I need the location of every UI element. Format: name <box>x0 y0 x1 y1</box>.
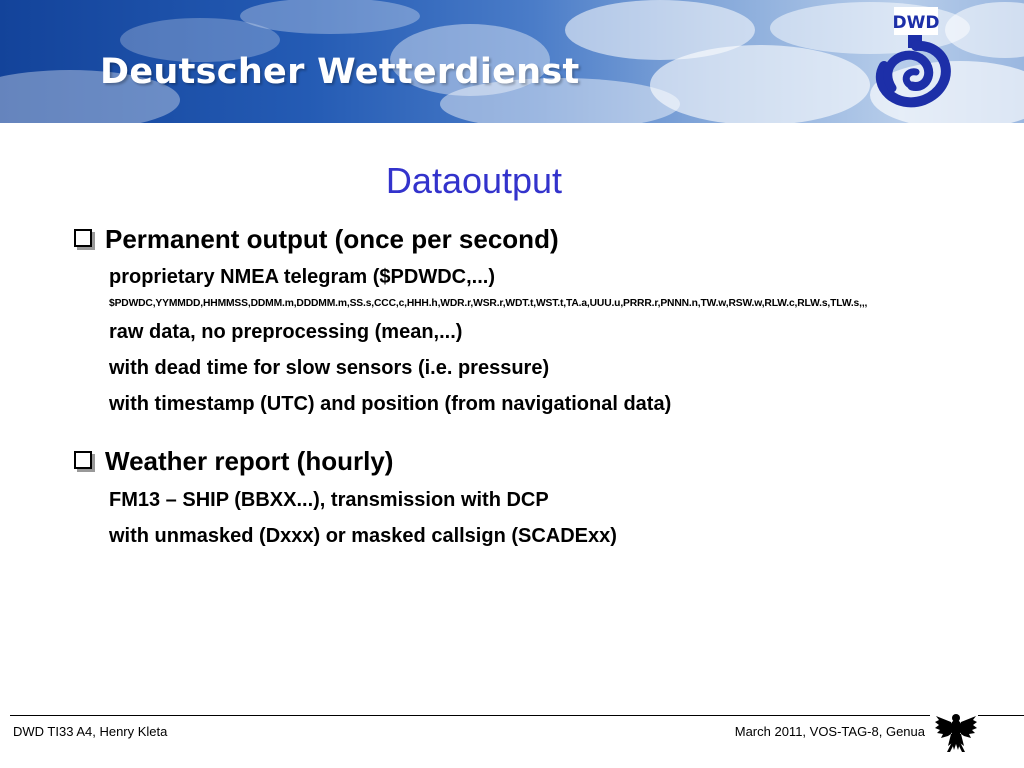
footer-divider-right <box>978 715 1024 716</box>
organization-title: Deutscher Wetterdienst <box>100 52 580 92</box>
checkbox-bullet-icon <box>74 451 92 469</box>
list-item: with dead time for slow sensors (i.e. pressure) <box>109 357 550 379</box>
header-banner <box>0 0 1024 123</box>
slide-title: Dataoutput <box>385 160 563 201</box>
section-title: Weather report (hourly) <box>105 446 394 476</box>
list-item: FM13 – SHIP (BBXX...), transmission with DCP <box>109 489 549 511</box>
list-item: with unmasked (Dxxx) or masked callsign (SCADExx) <box>109 525 617 547</box>
list-item: proprietary NMEA telegram ($PDWDC,...) <box>109 266 495 288</box>
section-title: Permanent output (once per second) <box>105 224 559 254</box>
footer-divider <box>10 715 930 716</box>
list-item: raw data, no preprocessing (mean,...) <box>109 321 463 343</box>
footer-event-date: March 2011, VOS-TAG-8, Genua <box>734 724 925 739</box>
section-weather-report <box>74 446 393 477</box>
telegram-format-text: $PDWDC,YYMMDD,HHMMSS,DDMM.m,DDDMM.m,SS.s,CCC,c,HHH.h,WDR.r,WSR.r,WDT.t,WST.t,TA.a,UUU.u,PRRR.r,PNNN.n,TW.w,RSW.w,RLW.c,RLW.s,TLW.s,,, <box>109 298 868 309</box>
section-permanent-output <box>74 224 559 255</box>
dwd-logo-icon <box>862 4 962 118</box>
checkbox-bullet-icon <box>74 229 92 247</box>
svg-text:DWD: DWD <box>892 13 940 33</box>
federal-eagle-icon <box>934 712 978 754</box>
list-item: with timestamp (UTC) and position (from navigational data) <box>109 393 672 415</box>
footer-author: DWD TI33 A4, Henry Kleta <box>13 724 168 739</box>
